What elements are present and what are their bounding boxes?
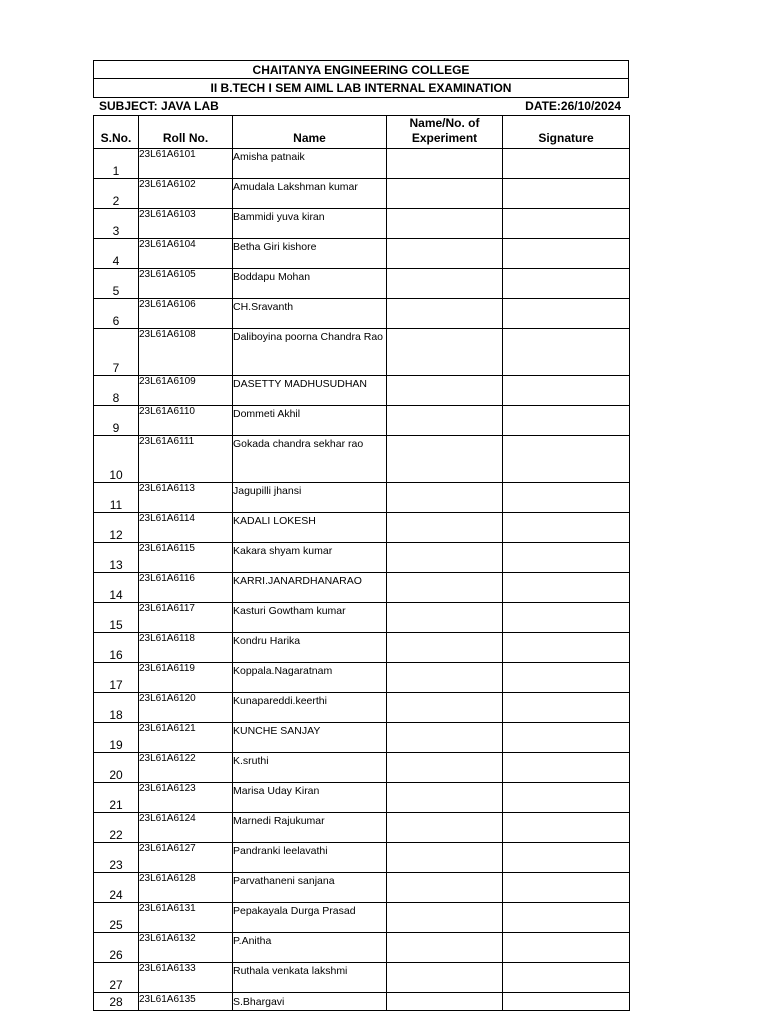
sno-cell: 5: [94, 269, 139, 299]
roll-number-cell: 23L61A6123: [139, 783, 233, 813]
table-row: [94, 436, 630, 483]
sno-cell: 28: [94, 993, 139, 1011]
signature-cell: [503, 993, 630, 1011]
sno-cell: 25: [94, 903, 139, 933]
student-name-cell: Pepakayala Durga Prasad: [233, 903, 387, 933]
roll-number-cell: 23L61A6102: [139, 179, 233, 209]
roll-number-cell: 23L61A6127: [139, 843, 233, 873]
experiment-cell: [387, 406, 503, 436]
experiment-cell: [387, 933, 503, 963]
table-row: [94, 783, 630, 813]
experiment-cell: [387, 693, 503, 723]
header-experiment-line1: Name/No. of: [409, 116, 480, 130]
table-row: [94, 239, 630, 269]
sno-cell: 7: [94, 329, 139, 376]
signature-cell: [503, 149, 630, 179]
student-table: [93, 115, 630, 1011]
signature-cell: [503, 299, 630, 329]
roll-number-cell: 23L61A6120: [139, 693, 233, 723]
student-name-cell: Bammidi yuva kiran: [233, 209, 387, 239]
sno-cell: 11: [94, 483, 139, 513]
table-row: [94, 483, 630, 513]
roll-number-cell: 23L61A6109: [139, 376, 233, 406]
signature-cell: [503, 376, 630, 406]
experiment-cell: [387, 753, 503, 783]
student-name-cell: Amisha patnaik: [233, 149, 387, 179]
table-row: [94, 149, 630, 179]
sno-cell: 14: [94, 573, 139, 603]
header-experiment-line2: Experiment: [411, 131, 478, 145]
student-name-cell: Ruthala venkata lakshmi: [233, 963, 387, 993]
student-name-cell: Betha Giri kishore: [233, 239, 387, 269]
table-row: [94, 723, 630, 753]
table-row: [94, 903, 630, 933]
signature-cell: [503, 483, 630, 513]
student-name-cell: Kondru Harika: [233, 633, 387, 663]
experiment-cell: [387, 543, 503, 573]
experiment-cell: [387, 376, 503, 406]
student-name-cell: Marisa Uday Kiran: [233, 783, 387, 813]
roll-number-cell: 23L61A6115: [139, 543, 233, 573]
sno-cell: 15: [94, 603, 139, 633]
signature-cell: [503, 436, 630, 483]
sno-cell: 20: [94, 753, 139, 783]
roll-number-cell: 23L61A6118: [139, 633, 233, 663]
student-name-cell: S.Bhargavi: [233, 993, 387, 1011]
header-experiment: [387, 116, 503, 149]
signature-cell: [503, 239, 630, 269]
sno-cell: 9: [94, 406, 139, 436]
signature-cell: [503, 693, 630, 723]
student-name-cell: Kunapareddi.keerthi: [233, 693, 387, 723]
signature-cell: [503, 406, 630, 436]
student-name-cell: Kasturi Gowtham kumar: [233, 603, 387, 633]
roll-number-cell: 23L61A6116: [139, 573, 233, 603]
roll-number-cell: 23L61A6132: [139, 933, 233, 963]
experiment-cell: [387, 993, 503, 1011]
roll-number-cell: 23L61A6106: [139, 299, 233, 329]
table-row: [94, 299, 630, 329]
attendance-sheet: [93, 60, 629, 1011]
signature-cell: [503, 513, 630, 543]
date-label: DATE:26/10/2024: [525, 99, 621, 113]
signature-cell: [503, 543, 630, 573]
student-name-cell: Pandranki leelavathi: [233, 843, 387, 873]
roll-number-cell: 23L61A6119: [139, 663, 233, 693]
table-row: [94, 843, 630, 873]
table-row: [94, 543, 630, 573]
header-signature: Signature: [503, 116, 630, 149]
signature-cell: [503, 633, 630, 663]
sno-cell: 23: [94, 843, 139, 873]
student-name-cell: KARRI.JANARDHANARAO: [233, 573, 387, 603]
experiment-cell: [387, 269, 503, 299]
roll-number-cell: 23L61A6135: [139, 993, 233, 1011]
subject-label: SUBJECT: JAVA LAB: [99, 99, 219, 113]
signature-cell: [503, 603, 630, 633]
sno-cell: 19: [94, 723, 139, 753]
signature-cell: [503, 783, 630, 813]
experiment-cell: [387, 513, 503, 543]
signature-cell: [503, 663, 630, 693]
roll-number-cell: 23L61A6133: [139, 963, 233, 993]
student-name-cell: Boddapu Mohan: [233, 269, 387, 299]
roll-number-cell: 23L61A6128: [139, 873, 233, 903]
table-row: [94, 209, 630, 239]
table-row: [94, 753, 630, 783]
sno-cell: 2: [94, 179, 139, 209]
table-row: [94, 663, 630, 693]
signature-cell: [503, 813, 630, 843]
experiment-cell: [387, 436, 503, 483]
student-name-cell: Dommeti Akhil: [233, 406, 387, 436]
student-name-cell: CH.Sravanth: [233, 299, 387, 329]
experiment-cell: [387, 149, 503, 179]
roll-number-cell: 23L61A6108: [139, 329, 233, 376]
sno-cell: 12: [94, 513, 139, 543]
signature-cell: [503, 963, 630, 993]
signature-cell: [503, 903, 630, 933]
subject-date-row: [93, 98, 629, 115]
student-name-cell: KADALI LOKESH: [233, 513, 387, 543]
student-name-cell: Koppala.Nagaratnam: [233, 663, 387, 693]
sno-cell: 10: [94, 436, 139, 483]
header-roll: Roll No.: [139, 116, 233, 149]
table-row: [94, 573, 630, 603]
roll-number-cell: 23L61A6111: [139, 436, 233, 483]
sno-cell: 8: [94, 376, 139, 406]
experiment-cell: [387, 573, 503, 603]
signature-cell: [503, 209, 630, 239]
sno-cell: 24: [94, 873, 139, 903]
table-row: [94, 329, 630, 376]
table-header-row: [94, 116, 630, 149]
sno-cell: 13: [94, 543, 139, 573]
table-row: [94, 693, 630, 723]
college-title: CHAITANYA ENGINEERING COLLEGE: [93, 60, 629, 79]
table-row: [94, 933, 630, 963]
signature-cell: [503, 843, 630, 873]
experiment-cell: [387, 209, 503, 239]
experiment-cell: [387, 239, 503, 269]
exam-title: II B.TECH I SEM AIML LAB INTERNAL EXAMINATION: [93, 79, 629, 98]
experiment-cell: [387, 723, 503, 753]
experiment-cell: [387, 873, 503, 903]
roll-number-cell: 23L61A6110: [139, 406, 233, 436]
roll-number-cell: 23L61A6101: [139, 149, 233, 179]
signature-cell: [503, 329, 630, 376]
experiment-cell: [387, 299, 503, 329]
sno-cell: 1: [94, 149, 139, 179]
sno-cell: 4: [94, 239, 139, 269]
roll-number-cell: 23L61A6114: [139, 513, 233, 543]
sno-cell: 27: [94, 963, 139, 993]
sno-cell: 6: [94, 299, 139, 329]
roll-number-cell: 23L61A6113: [139, 483, 233, 513]
experiment-cell: [387, 179, 503, 209]
student-name-cell: Daliboyina poorna Chandra Rao: [233, 329, 387, 376]
roll-number-cell: 23L61A6104: [139, 239, 233, 269]
student-name-cell: KUNCHE SANJAY: [233, 723, 387, 753]
table-row: [94, 179, 630, 209]
student-name-cell: K.sruthi: [233, 753, 387, 783]
roll-number-cell: 23L61A6124: [139, 813, 233, 843]
table-row: [94, 963, 630, 993]
experiment-cell: [387, 603, 503, 633]
roll-number-cell: 23L61A6117: [139, 603, 233, 633]
experiment-cell: [387, 903, 503, 933]
student-name-cell: Kakara shyam kumar: [233, 543, 387, 573]
table-row: [94, 376, 630, 406]
table-row: [94, 633, 630, 663]
table-row: [94, 513, 630, 543]
roll-number-cell: 23L61A6122: [139, 753, 233, 783]
student-name-cell: Marnedi Rajukumar: [233, 813, 387, 843]
signature-cell: [503, 179, 630, 209]
student-name-cell: Parvathaneni sanjana: [233, 873, 387, 903]
experiment-cell: [387, 783, 503, 813]
signature-cell: [503, 269, 630, 299]
signature-cell: [503, 933, 630, 963]
table-row: [94, 873, 630, 903]
sno-cell: 17: [94, 663, 139, 693]
sno-cell: 22: [94, 813, 139, 843]
sno-cell: 26: [94, 933, 139, 963]
student-name-cell: Amudala Lakshman kumar: [233, 179, 387, 209]
student-name-cell: DASETTY MADHUSUDHAN: [233, 376, 387, 406]
table-row: [94, 813, 630, 843]
experiment-cell: [387, 329, 503, 376]
table-row: [94, 993, 630, 1011]
table-row: [94, 269, 630, 299]
header-sno: S.No.: [94, 116, 139, 149]
experiment-cell: [387, 813, 503, 843]
signature-cell: [503, 753, 630, 783]
experiment-cell: [387, 663, 503, 693]
roll-number-cell: 23L61A6103: [139, 209, 233, 239]
signature-cell: [503, 873, 630, 903]
student-rows: [94, 149, 630, 1011]
student-name-cell: P.Anitha: [233, 933, 387, 963]
experiment-cell: [387, 483, 503, 513]
sno-cell: 21: [94, 783, 139, 813]
table-row: [94, 603, 630, 633]
experiment-cell: [387, 843, 503, 873]
table-row: [94, 406, 630, 436]
roll-number-cell: 23L61A6121: [139, 723, 233, 753]
roll-number-cell: 23L61A6131: [139, 903, 233, 933]
signature-cell: [503, 573, 630, 603]
student-name-cell: Jagupilli jhansi: [233, 483, 387, 513]
experiment-cell: [387, 633, 503, 663]
sno-cell: 16: [94, 633, 139, 663]
roll-number-cell: 23L61A6105: [139, 269, 233, 299]
experiment-cell: [387, 963, 503, 993]
header-name: Name: [233, 116, 387, 149]
signature-cell: [503, 723, 630, 753]
sno-cell: 18: [94, 693, 139, 723]
sno-cell: 3: [94, 209, 139, 239]
student-name-cell: Gokada chandra sekhar rao: [233, 436, 387, 483]
